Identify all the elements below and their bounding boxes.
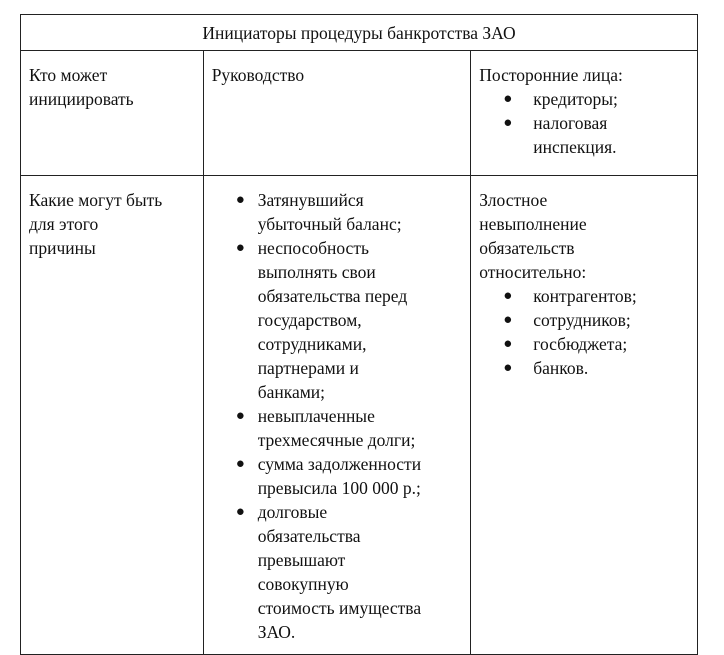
- list-item: ● налоговая инспекция.: [503, 113, 617, 157]
- bullet-icon: ●: [235, 456, 245, 472]
- list-item: ● госбюджета;: [503, 334, 628, 354]
- row-label-who: Кто может инициировать: [21, 51, 204, 176]
- list-item: ● невыплаченные трехмесячные долги;: [235, 406, 416, 450]
- bullet-icon: ●: [235, 240, 245, 256]
- bullet-icon: ●: [503, 115, 513, 131]
- list-item: ● сумма задолженности превысила 100 000 р.;: [235, 454, 422, 498]
- cell-management: Руководство: [203, 51, 471, 176]
- bullet-icon: ●: [235, 504, 245, 520]
- table-row: [21, 176, 698, 655]
- cell-management-reasons: [203, 176, 471, 655]
- bankruptcy-initiators-table: [20, 14, 698, 655]
- bullet-icon: ●: [503, 336, 513, 352]
- outsiders-intro: Посторонние лица:: [479, 65, 623, 85]
- bullet-icon: ●: [235, 192, 245, 208]
- bullet-icon: ●: [503, 312, 513, 328]
- list-item: ● контрагентов;: [503, 286, 637, 306]
- list-item: ● неспособность выполнять свои обязательства перед государством, сотрудниками, партнерами и банками;: [235, 238, 408, 402]
- outsiders-reasons-intro: Злостное невыполнение обязательств относительно:: [479, 190, 587, 282]
- list-item: ● Затянувшийся убыточный баланс;: [235, 190, 402, 234]
- list-item: ● долговые обязательства превышают совокупную стоимость имущества ЗАО.: [235, 502, 422, 642]
- row-label-reasons: Какие могут быть для этого причины: [21, 176, 204, 655]
- bullet-icon: ●: [503, 288, 513, 304]
- table-title: Инициаторы процедуры банкротства ЗАО: [21, 15, 698, 51]
- list-item: ● банков.: [503, 358, 589, 378]
- cell-outsiders-reasons: [471, 176, 698, 655]
- cell-outsiders: [471, 51, 698, 176]
- list-item: ● сотрудников;: [503, 310, 631, 330]
- bullet-icon: ●: [503, 360, 513, 376]
- table-row: [21, 51, 698, 176]
- bullet-icon: ●: [503, 91, 513, 107]
- bullet-icon: ●: [235, 408, 245, 424]
- list-item: ● кредиторы;: [503, 89, 618, 109]
